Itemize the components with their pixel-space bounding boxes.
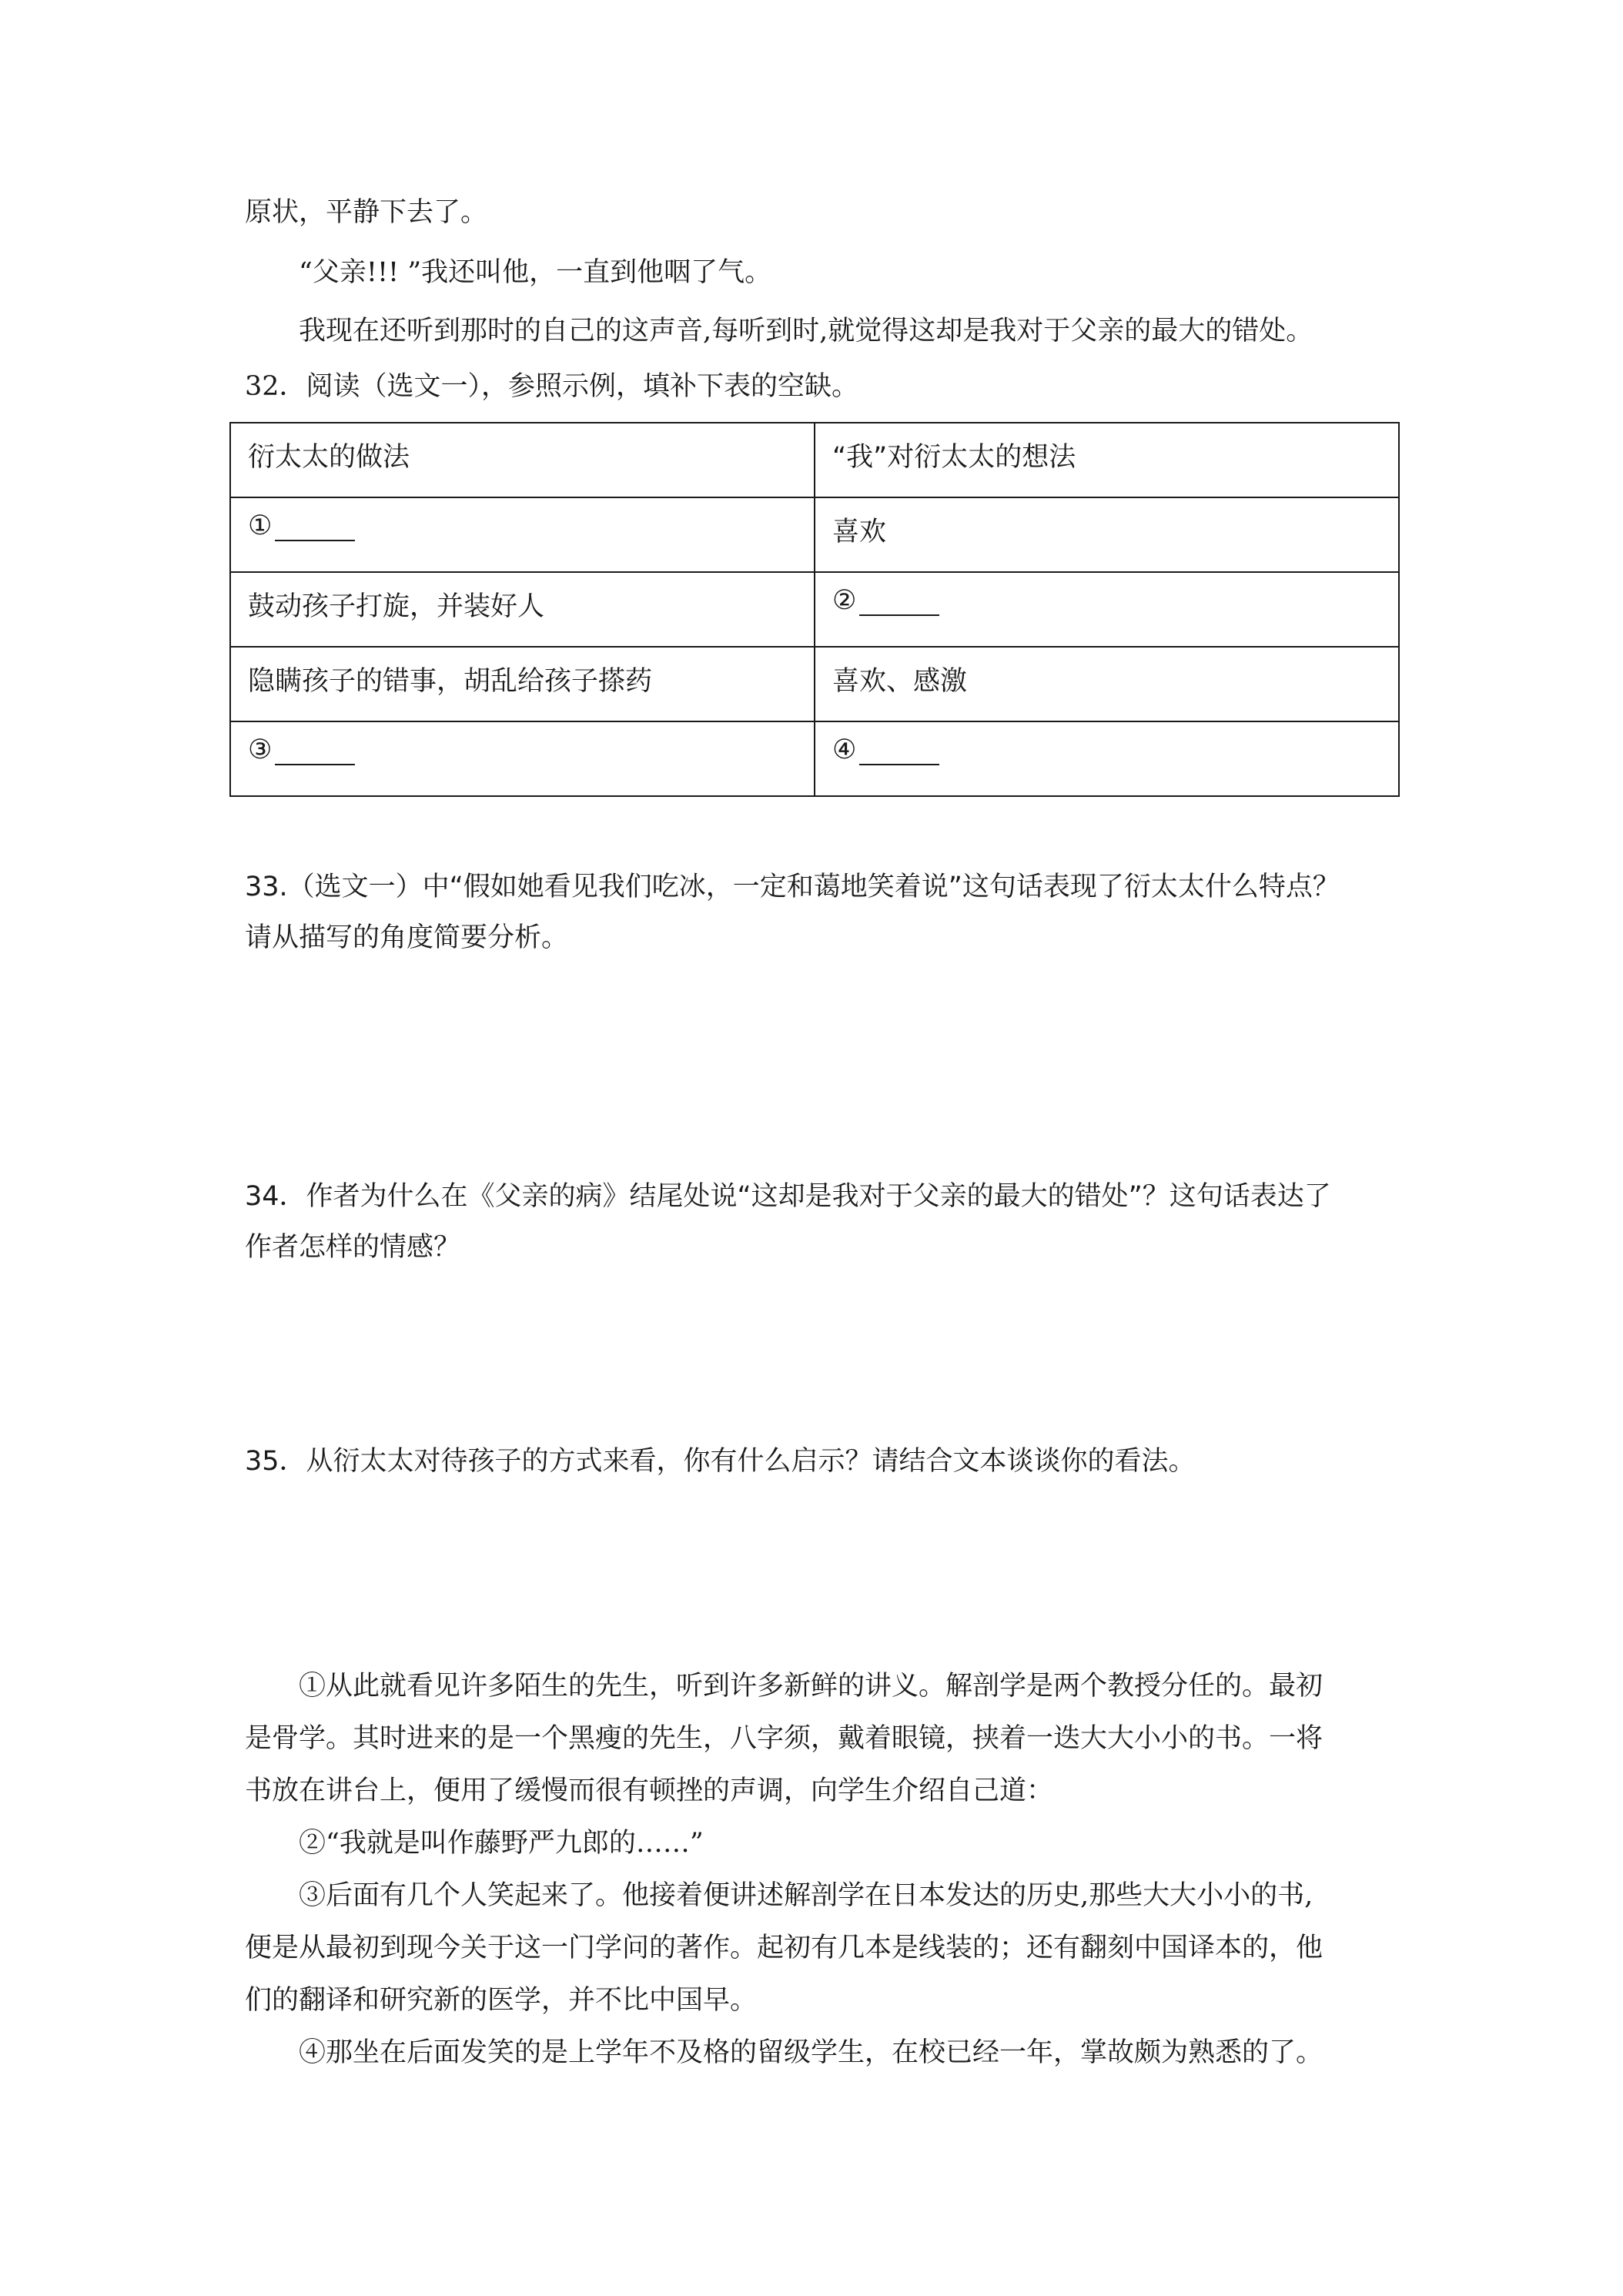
passage2-line: ②“我就是叫作藤野严九郎的……”: [299, 1828, 704, 1859]
table-header-cell: “我”对衍太太的想法: [815, 423, 1399, 497]
passage2-line: 书放在讲台上，便用了缓慢而很有顿挫的声调，向学生介绍自己道：: [245, 1776, 1054, 1806]
table-cell: [230, 572, 815, 647]
table-header-row: [230, 423, 1399, 497]
answer-blank[interactable]: [859, 587, 939, 616]
blank-marker: ③: [248, 735, 273, 765]
table-row: [230, 572, 1399, 647]
table-cell: [815, 721, 1399, 796]
table-cell: [815, 572, 1399, 647]
question-32-prompt: 32．阅读（选文一），参照示例，填补下表的空缺。: [245, 371, 859, 402]
passage2-line: ①从此就看见许多陌生的先生，听到许多新鲜的讲义。解剖学是两个教授分任的。最初: [299, 1671, 1323, 1702]
table-header-cell: 衍太太的做法: [230, 423, 815, 497]
question-33-line: 33.（选文一）中“假如她看见我们吃冰，一定和蔼地笑着说”这句话表现了衍太太什么特点？: [245, 872, 1340, 902]
table-cell: [815, 497, 1399, 572]
answer-table: [229, 422, 1400, 797]
table-cell: [230, 721, 815, 796]
passage2-line: 们的翻译和研究新的医学，并不比中国早。: [245, 1985, 758, 2016]
cell-text: 喜欢、感激: [832, 666, 968, 697]
passage-line: 原状，平静下去了。: [245, 197, 488, 228]
table-row: [230, 721, 1399, 796]
table-row: [230, 647, 1399, 721]
table-cell: [230, 647, 815, 721]
passage2-line: 便是从最初到现今关于这一门学问的著作。起初有几本是线装的；还有翻刻中国译本的，他: [245, 1933, 1323, 1963]
cell-text: 喜欢: [832, 517, 887, 547]
table-row: [230, 497, 1399, 572]
answer-blank[interactable]: [275, 736, 355, 765]
table-cell: [815, 647, 1399, 721]
cell-text: 鼓动孩子打旋，并装好人: [248, 591, 545, 622]
passage2-line: ③后面有几个人笑起来了。他接着便讲述解剖学在日本发达的历史,那些大大小小的书,: [299, 1880, 1313, 1911]
passage2-line: ④那坐在后面发笑的是上学年不及格的留级学生，在校已经一年，掌故颇为熟悉的了。: [299, 2037, 1323, 2068]
question-34-line: 作者怎样的情感？: [245, 1232, 461, 1263]
answer-blank[interactable]: [275, 512, 355, 541]
question-35-line: 35．从衍太太对待孩子的方式来看，你有什么启示？请结合文本谈谈你的看法。: [245, 1446, 1196, 1477]
question-34-line: 34．作者为什么在《父亲的病》结尾处说“这却是我对于父亲的最大的错处”？这句话表达了: [245, 1181, 1331, 1212]
passage2-line: 是骨学。其时进来的是一个黑瘦的先生，八字须，戴着眼镜，挟着一迭大大小小的书。一将: [245, 1723, 1323, 1754]
passage-line: 我现在还听到那时的自己的这声音,每听到时,就觉得这却是我对于父亲的最大的错处。: [299, 316, 1313, 346]
answer-blank[interactable]: [859, 736, 939, 765]
passage-line: “父亲!!! ”我还叫他，一直到他咽了气。: [299, 257, 772, 288]
blank-marker: ①: [248, 510, 273, 541]
blank-marker: ②: [832, 585, 857, 616]
blank-marker: ④: [832, 735, 857, 765]
question-33-line: 请从描写的角度简要分析。: [245, 922, 569, 953]
cell-text: 隐瞒孩子的错事，胡乱给孩子搽药: [248, 666, 653, 697]
table-cell: [230, 497, 815, 572]
